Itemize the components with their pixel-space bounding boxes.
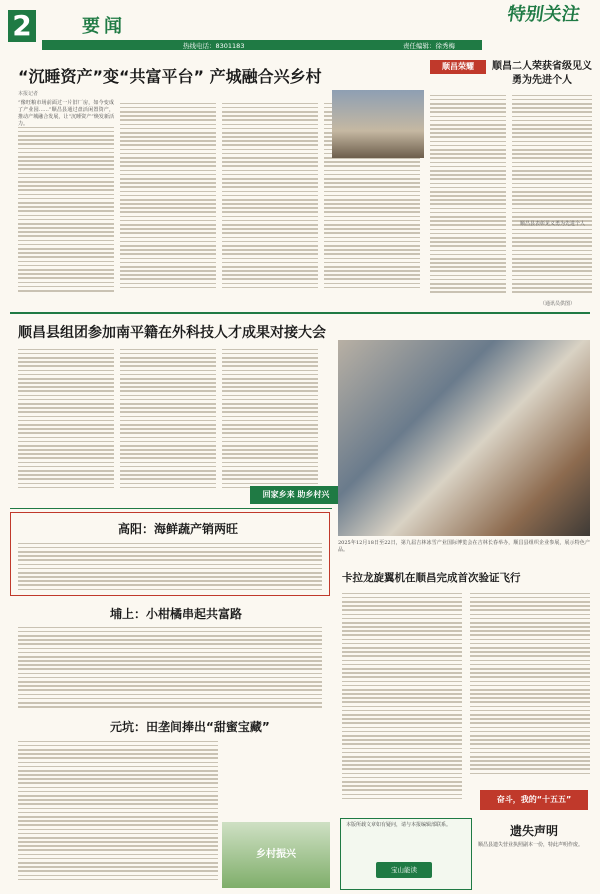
main-text-col3 xyxy=(222,100,318,306)
page-number-badge: 2 xyxy=(8,10,36,42)
talent-text-col1 xyxy=(18,346,114,496)
main-text-col1 xyxy=(18,124,114,306)
talent-photo xyxy=(338,340,590,536)
car-badge: 奋斗，我的“十五五” xyxy=(480,790,588,810)
car-text-col1 xyxy=(342,590,462,810)
honor-photo xyxy=(332,90,424,158)
main-lead: “像旺粮市场前面过一片旧厂房，如今变成了产业园……”顺昌县通过盘活闲置资产，推动产城融合发展，让“沉睡资产”焕发新活力。 xyxy=(18,100,114,127)
honor-headline: 顺昌二人荣获省级见义勇为先进个人 xyxy=(492,61,592,86)
logo-text: 特别关注 xyxy=(506,4,582,25)
gaoyang-headline: 高阳：海鲜蔬产销两旺 xyxy=(118,522,239,536)
car-text-col2 xyxy=(470,590,590,786)
puzhang-text xyxy=(18,624,322,712)
main-byline: 本报记者 xyxy=(18,91,39,97)
honor-banner: 顺昌荣耀 xyxy=(430,60,486,74)
car-headline: 卡拉龙旋翼机在顺昌完成首次验证飞行 xyxy=(342,572,521,584)
talent-headline: 顺昌县组团参加南平籍在外科技人才成果对接大会 xyxy=(18,325,326,341)
main-text-col2 xyxy=(120,100,216,306)
notice-text: 本版所载文章如有疑问，请与本报编辑部联系。 xyxy=(346,822,452,828)
main-headline: “沉睡资产”变“共富平台” 产城融合兴乡村 xyxy=(18,67,322,86)
lost-notice-title: 遗失声明 xyxy=(510,824,559,838)
editor-text: 责任编辑：徐秀梅 xyxy=(403,42,455,50)
puzhang-headline: 埔上：小柑橘串起共富路 xyxy=(110,607,243,621)
talent-text-col3 xyxy=(222,346,318,496)
yuankeng-text xyxy=(18,738,218,888)
honor-caption: 顺昌县表彰见义勇为先进个人 xyxy=(520,221,586,227)
section-title: 要闻 xyxy=(82,16,126,37)
section-divider xyxy=(10,312,590,314)
hotline-text: 热线电话：8301183 xyxy=(183,42,245,50)
talent-badge: 回家乡来 助乡村兴 xyxy=(250,486,342,504)
honor-text-col2 xyxy=(512,92,592,307)
honor-credit: （通讯员供图） xyxy=(540,301,576,307)
talent-text-col2 xyxy=(120,346,216,496)
notice-button[interactable]: 宝山能读 xyxy=(376,862,432,878)
section-divider-2 xyxy=(10,508,332,509)
honor-text-col1 xyxy=(430,92,506,307)
talent-photo-caption: 2025年12月18日至22日，第九届吉林冰雪产业国际博览会在吉林长春举办，顺昌县组织企业参展，展示特色产品。 xyxy=(338,540,590,553)
lost-notice-text: 顺昌县遗失营业执照副本一份，特此声明作废。 xyxy=(478,842,584,848)
yuankeng-image: 乡村振兴 xyxy=(222,822,330,888)
gaoyang-text xyxy=(18,540,322,592)
yuankeng-headline: 元坑：田垄间捧出“甜蜜宝藏” xyxy=(110,720,270,734)
masthead xyxy=(8,4,592,52)
